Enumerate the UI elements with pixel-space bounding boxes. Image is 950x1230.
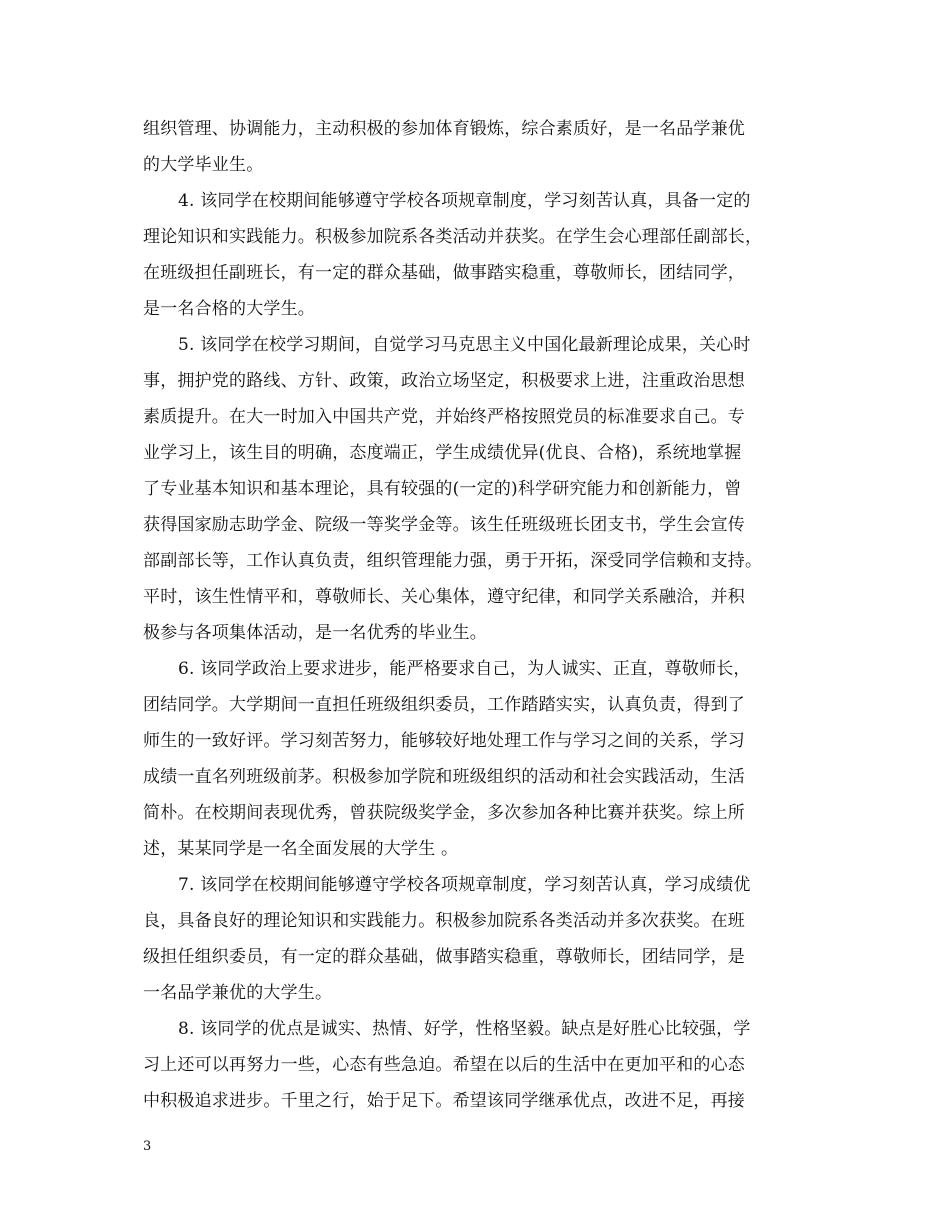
text-line: 习上还可以再努力一些，心态有些急迫。希望在以后的生活中在更加平和的心态 bbox=[143, 1055, 745, 1075]
text-line: 素质提升。在大一时加入中国共产党，并始终严格按照党员的标准要求自己。专 bbox=[143, 407, 745, 427]
text-line: 中积极追求进步。千里之行，始于足下。希望该同学继承优点，改进不足，再接 bbox=[143, 1091, 745, 1111]
paragraph-item-8: 8. 该同学的优点是诚实、热情、好学，性格坚毅。缺点是好胜心比较强，学 bbox=[178, 1019, 751, 1039]
text-line: 事，拥护党的路线、方针、政策，政治立场坚定，积极要求上进，注重政治思想 bbox=[143, 371, 745, 391]
text-line: 的大学毕业生。 bbox=[143, 155, 264, 175]
paragraph-item-6: 6. 该同学政治上要求进步，能严格要求自己，为人诚实、正直，尊敬师长， bbox=[178, 659, 751, 679]
text-line: 获得国家励志助学金、院级一等奖学金等。该生任班级班长团支书，学生会宣传 bbox=[143, 515, 745, 535]
text-line: 平时，该生性情平和，尊敬师长、关心集体，遵守纪律，和同学关系融洽，并积 bbox=[143, 587, 745, 607]
text-line: 是一名合格的大学生。 bbox=[143, 299, 315, 319]
text-line: 组织管理、协调能力，主动积极的参加体育锻炼，综合素质好，是一名品学兼优 bbox=[143, 119, 745, 139]
text-line: 部副部长等，工作认真负责，组织管理能力强，勇于开拓，深受同学信赖和支持。 bbox=[143, 551, 763, 571]
text-line: 业学习上，该生目的明确，态度端正，学生成绩优异(优良、合格)，系统地掌握 bbox=[143, 443, 742, 463]
text-line: 师生的一致好评。学习刻苦努力，能够较好地处理工作与学习之间的关系，学习 bbox=[143, 731, 745, 751]
paragraph-item-5: 5. 该同学在校学习期间，自觉学习马克思主义中国化最新理论成果，关心时 bbox=[178, 335, 751, 355]
text-line: 良，具备良好的理论知识和实践能力。积极参加院系各类活动并多次获奖。在班 bbox=[143, 911, 745, 931]
text-line: 了专业基本知识和基本理论，具有较强的(一定的)科学研究能力和创新能力，曾 bbox=[143, 479, 742, 499]
text-line: 一名品学兼优的大学生。 bbox=[143, 983, 333, 1003]
text-line: 述，某某同学是一名全面发展的大学生 。 bbox=[143, 839, 459, 859]
text-line: 理论知识和实践能力。积极参加院系各类活动并获奖。在学生会心理部任副部长， bbox=[143, 227, 763, 247]
text-line: 极参与各项集体活动，是一名优秀的毕业生。 bbox=[143, 623, 487, 643]
text-line: 成绩一直名列班级前茅。积极参加学院和班级组织的活动和社会实践活动，生活 bbox=[143, 767, 745, 787]
text-line: 简朴。在校期间表现优秀，曾获院级奖学金，多次参加各种比赛并获奖。综上所 bbox=[143, 803, 745, 823]
text-line: 在班级担任副班长，有一定的群众基础，做事踏实稳重，尊敬师长，团结同学， bbox=[143, 263, 745, 283]
text-line: 级担任组织委员，有一定的群众基础，做事踏实稳重，尊敬师长，团结同学，是 bbox=[143, 947, 745, 967]
page-number: 3 bbox=[143, 1139, 152, 1154]
text-line: 团结同学。大学期间一直担任班级组织委员，工作踏踏实实，认真负责，得到了 bbox=[143, 695, 745, 715]
paragraph-item-4: 4. 该同学在校期间能够遵守学校各项规章制度，学习刻苦认真，具备一定的 bbox=[178, 191, 751, 211]
paragraph-item-7: 7. 该同学在校期间能够遵守学校各项规章制度，学习刻苦认真，学习成绩优 bbox=[178, 875, 751, 895]
